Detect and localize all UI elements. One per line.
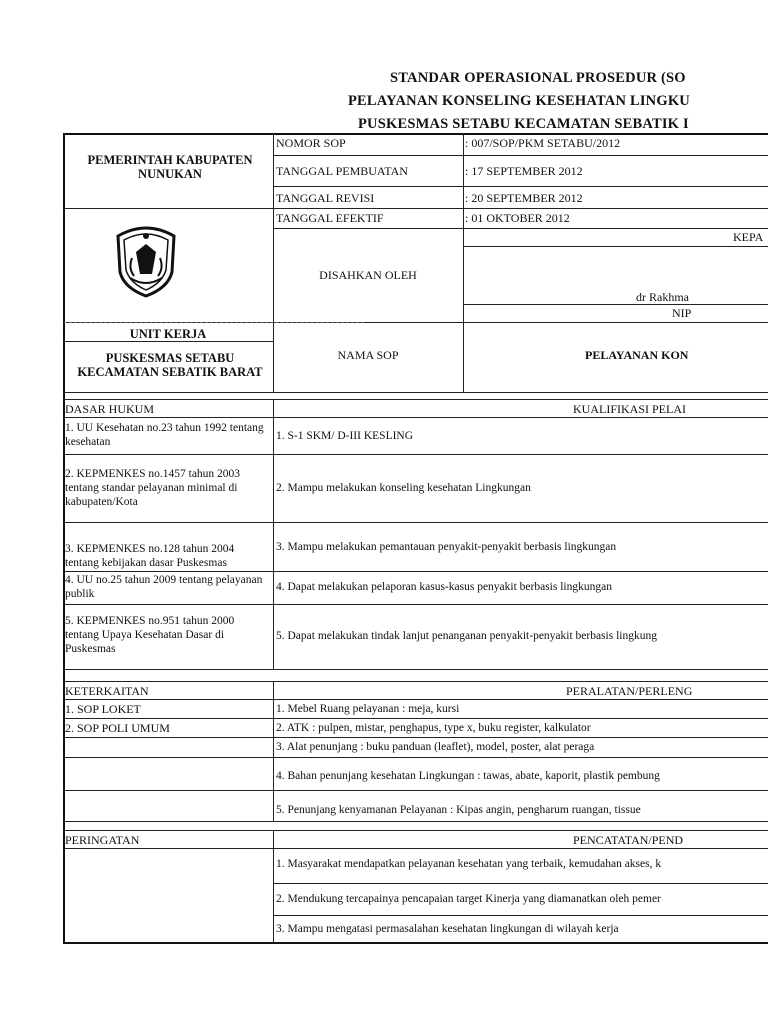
pembuatan-label: TANGGAL PEMBUATAN xyxy=(276,164,408,178)
dasar-hukum-item: 2. KEPMENKES no.1457 tahun 2003 tentang standar pelayanan minimal di kabupaten/Kota xyxy=(65,468,241,508)
peralatan-item: 4. Bahan penunjang kesehatan Lingkungan : tawas, abate, kaporit, plastik pembung xyxy=(276,770,660,782)
dasar-hukum-item: 4. UU no.25 tahun 2009 tentang pelayanan publik xyxy=(65,574,263,600)
nomor-label: NOMOR SOP xyxy=(276,136,346,150)
peralatan-item: 2. ATK : pulpen, mistar, penghapus, type x, buku register, kalkulator xyxy=(276,722,591,734)
dasar-hukum-item: 3. KEPMENKES no.128 tahun 2004 tentang kebijakan dasar Puskesmas xyxy=(65,543,235,569)
dashed-line xyxy=(64,322,364,324)
title-line-2: PELAYANAN KONSELING KESEHATAN LINGKU xyxy=(348,93,690,109)
peralatan-item: 1. Mebel Ruang pelayanan : meja, kursi xyxy=(276,703,460,715)
title-line-3: PUSKESMAS SETABU KECAMATAN SEBATIK I xyxy=(358,116,689,132)
nama-sop-label: NAMA SOP xyxy=(337,348,399,362)
regency-emblem-icon xyxy=(110,222,182,298)
kualifikasi-header: KUALIFIKASI PELAI xyxy=(573,402,686,416)
kualifikasi-item: 4. Dapat melakukan pelaporan kasus-kasus penyakit berbasis lingkungan xyxy=(276,581,612,593)
nama-sop-value: PELAYANAN KON xyxy=(585,348,689,362)
nip-label: NIP xyxy=(672,306,692,320)
signer-name: dr Rakhma xyxy=(636,290,689,304)
pembuatan-value: : 17 SEPTEMBER 2012 xyxy=(465,164,583,178)
efektif-value: : 01 OKTOBER 2012 xyxy=(465,211,570,225)
pencatatan-item: 1. Masyarakat mendapatkan pelayanan kesehatan yang terbaik, kemudahan akses, k xyxy=(276,858,662,870)
unit-label: UNIT KERJA xyxy=(129,327,207,341)
kualifikasi-item: 3. Mampu melakukan pemantauan penyakit-penyakit berbasis lingkungan xyxy=(276,541,617,553)
disahkan-label: DISAHKAN OLEH xyxy=(319,268,417,282)
peralatan-header: PERALATAN/PERLENG xyxy=(566,684,693,698)
pencatatan-item: 3. Mampu mengatasi permasalahan kesehatan lingkungan di wilayah kerja xyxy=(276,923,619,935)
nomor-value: : 007/SOP/PKM SETABU/2012 xyxy=(465,136,621,150)
peringatan-header: PERINGATAN xyxy=(65,833,140,847)
keterkaitan-header: KETERKAITAN xyxy=(65,684,149,698)
kepala-label: KEPA xyxy=(733,230,764,244)
keterkaitan-item: 2. SOP POLI UMUM xyxy=(65,721,170,735)
table-bottom-border xyxy=(63,942,768,944)
revisi-label: TANGGAL REVISI xyxy=(276,191,375,205)
title-line-1: STANDAR OPERASIONAL PROSEDUR (SO xyxy=(390,70,686,86)
kualifikasi-item: 1. S-1 SKM/ D-III KESLING xyxy=(276,430,414,442)
dasar-hukum-header: DASAR HUKUM xyxy=(65,402,155,416)
govt-name: PEMERINTAH KABUPATEN NUNUKAN xyxy=(87,153,253,181)
table-top-border xyxy=(63,133,768,135)
keterkaitan-item: 1. SOP LOKET xyxy=(65,702,141,716)
dasar-hukum-item: 1. UU Kesehatan no.23 tahun 1992 tentang kesehatan xyxy=(65,422,264,448)
pencatatan-header: PENCATATAN/PEND xyxy=(573,833,684,847)
revisi-value: : 20 SEPTEMBER 2012 xyxy=(465,191,583,205)
dasar-hukum-item: 5. KEPMENKES no.951 tahun 2000 tentang Upaya Kesehatan Dasar di Puskesmas xyxy=(65,615,235,655)
efektif-label: TANGGAL EFEKTIF xyxy=(276,211,384,225)
kualifikasi-item: 5. Dapat melakukan tindak lanjut penanganan penyakit-penyakit berbasis lingkung xyxy=(276,630,657,642)
kualifikasi-item: 2. Mampu melakukan konseling kesehatan Lingkungan xyxy=(276,482,531,494)
unit-value: PUSKESMAS SETABU KECAMATAN SEBATIK BARAT xyxy=(77,351,263,379)
peralatan-item: 3. Alat penunjang : buku panduan (leaflet), model, poster, alat peraga xyxy=(276,741,595,753)
peralatan-item: 5. Penunjang kenyamanan Pelayanan : Kipas angin, pengharum ruangan, tissue xyxy=(276,804,641,816)
pencatatan-item: 2. Mendukung tercapainya pencapaian target Kinerja yang diamanatkan oleh pemer xyxy=(276,893,661,905)
